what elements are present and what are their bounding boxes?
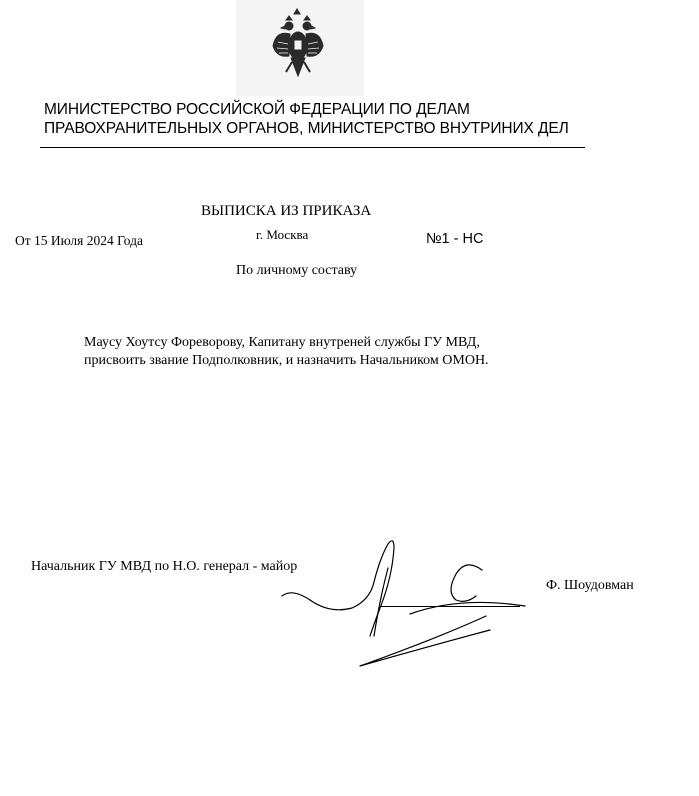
document-title: ВЫПИСКА ИЗ ПРИКАЗА [201, 203, 372, 219]
signatory-name: Ф. Шоудовман [546, 578, 634, 593]
document-city: г. Москва [256, 227, 309, 242]
document-subject: По личному составу [236, 263, 358, 278]
ministry-header [44, 100, 569, 138]
coat-of-arms-emblem [236, 0, 364, 96]
order-text-line-2: присвоить звание Подполковник, и назначить Начальником ОМОН. [84, 353, 489, 368]
order-text [84, 334, 489, 370]
order-text-line-1: Маусу Хоутсу Фореворову, Капитану внутреней службы ГУ МВД, [84, 335, 480, 350]
ministry-line-2: ПРАВОХРАНИТЕЛЬНЫХ ОРГАНОВ, МИНИСТЕРСТВО ВНУТРИНИХ ДЕЛ [44, 120, 569, 137]
document-date: От 15 Июля 2024 Года [15, 233, 143, 248]
document-number: №1 - НС [426, 231, 484, 247]
signatory-position: Начальник ГУ МВД по Н.О. генерал - майор [31, 559, 298, 574]
double-headed-eagle-icon [236, 0, 364, 96]
ministry-line-1: МИНИСТЕРСТВО РОССИЙСКОЙ ФЕДЕРАЦИИ ПО ДЕЛАМ [44, 101, 470, 118]
header-divider [40, 147, 585, 148]
handwritten-signature [270, 538, 540, 673]
